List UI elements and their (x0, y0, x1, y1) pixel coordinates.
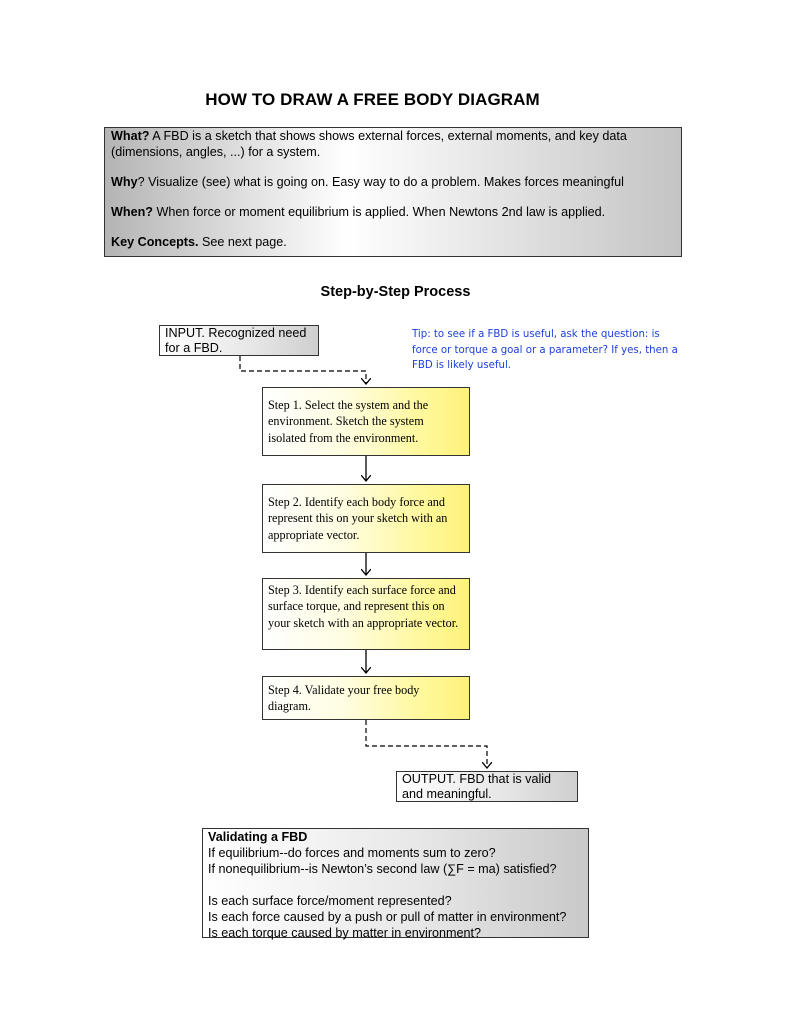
what-label: What? (111, 129, 150, 143)
validation-heading: Validating a FBD (208, 830, 308, 844)
section-title: Step-by-Step Process (320, 284, 471, 300)
output-connector (366, 720, 487, 768)
step-1-box: Step 1. Select the system and the environment. Sketch the system isolated from the environment. (262, 387, 470, 456)
input-box: INPUT. Recognized need for a FBD. (159, 325, 319, 356)
key-concepts-label: Key Concepts. (111, 235, 199, 249)
key-concepts-text: See next page. (198, 235, 287, 249)
input-connector (240, 356, 366, 384)
validation-line: If nonequilibrium--is Newton’s second law (∑F = ma) satisfied? (208, 862, 557, 876)
validation-line: Is each force caused by a push or pull of matter in environment? (208, 910, 567, 924)
validation-line: Is each torque caused by matter in environment? (208, 926, 482, 940)
step-4-box: Step 4. Validate your free body diagram. (262, 676, 470, 720)
page-title: HOW TO DRAW A FREE BODY DIAGRAM (205, 90, 540, 109)
validation-line: Is each surface force/moment represented? (208, 894, 452, 908)
output-box: OUTPUT. FBD that is valid and meaningful. (396, 771, 578, 802)
step-2-box: Step 2. Identify each body force and represent this on your sketch with an appropriate vector. (262, 484, 470, 553)
when-label: When? (111, 205, 153, 219)
what-text: A FBD is a sketch that shows shows external forces, external moments, and key data (dimensions, angles, ...) for a system. (111, 129, 627, 159)
why-label: Why (111, 175, 138, 189)
tip-note: Tip: to see if a FBD is useful, ask the question: is force or torque a goal or a parameter? If yes, then a FBD is likely useful. (412, 329, 678, 371)
validation-line: If equilibrium--do forces and moments sum to zero? (208, 846, 496, 860)
when-text: When force or moment equilibrium is applied. When Newtons 2nd law is applied. (152, 205, 606, 219)
step-3-box: Step 3. Identify each surface force and surface torque, and represent this on your sketch with an appropriate vector. (262, 578, 470, 650)
validation-box (202, 828, 589, 938)
why-text: ? Visualize (see) what is going on. Easy way to do a problem. Makes forces meaningful (137, 175, 624, 189)
